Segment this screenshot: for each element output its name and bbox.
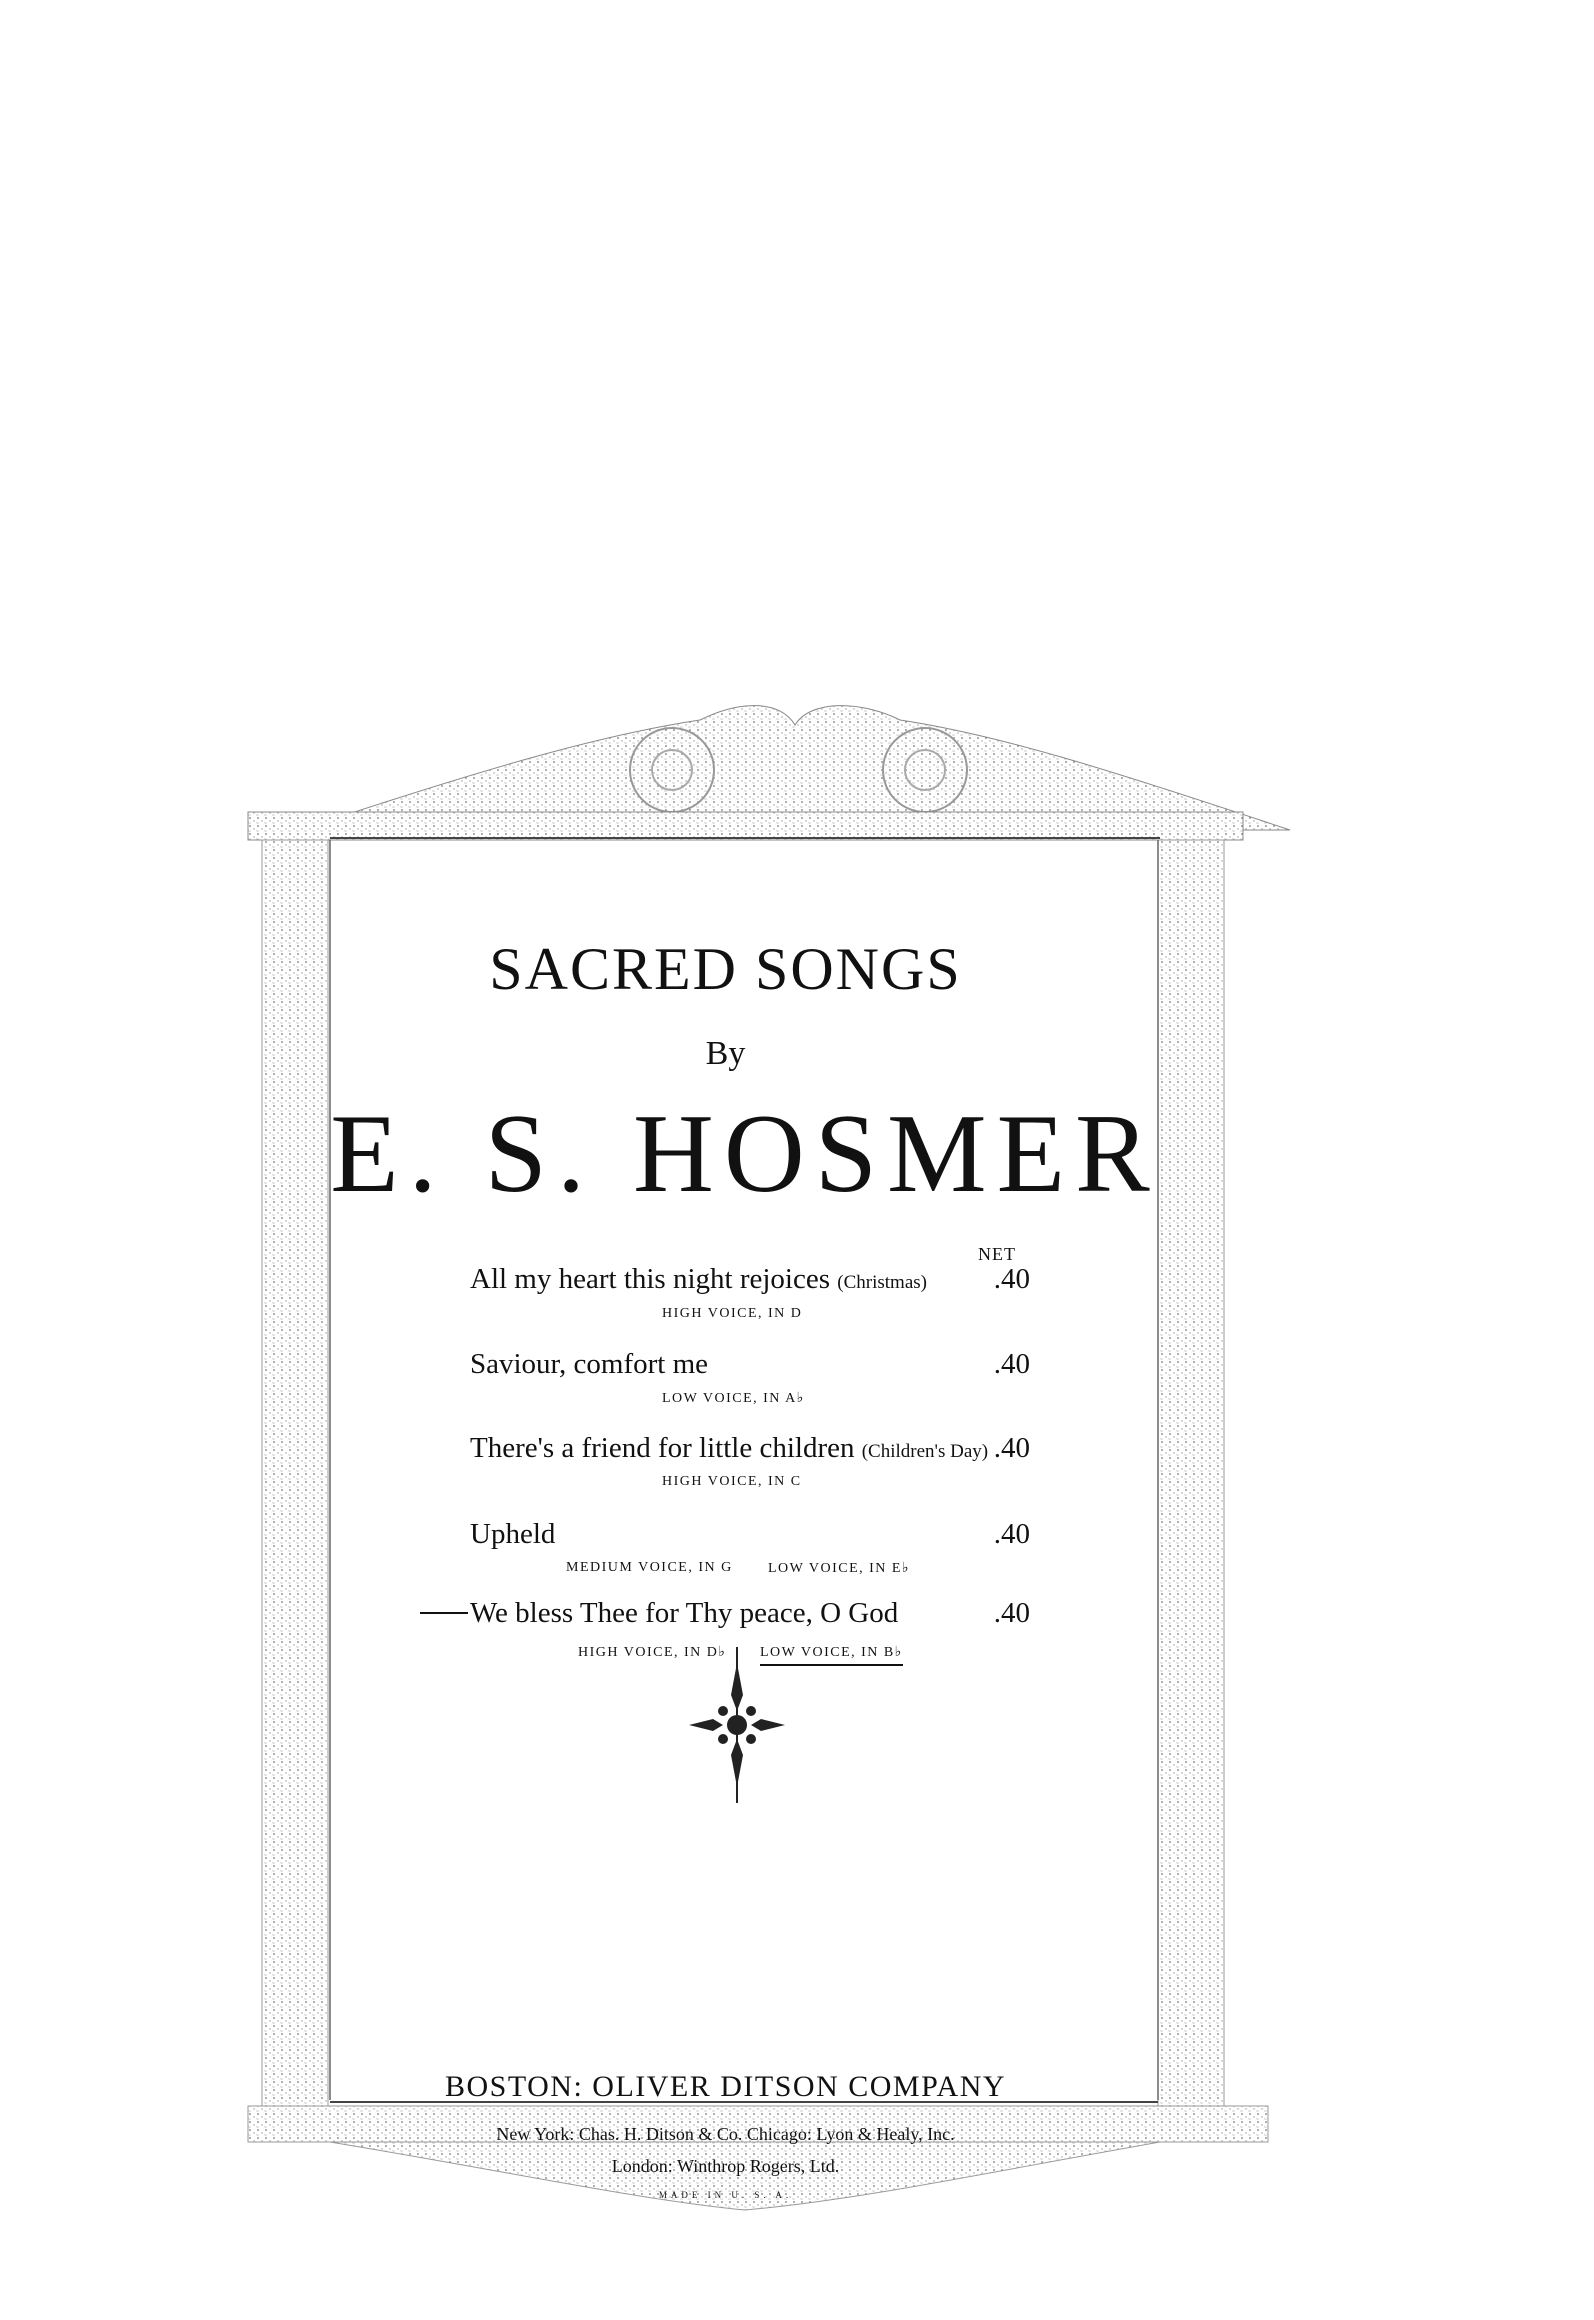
composer-name: E. S. HOSMER bbox=[330, 1092, 1160, 1216]
song-title: There's a friend for little children (Children's Day) bbox=[470, 1432, 989, 1464]
floral-ornament-icon bbox=[689, 1647, 785, 1803]
by-label: By bbox=[705, 1035, 746, 1072]
song-price: .40 bbox=[993, 1597, 1030, 1629]
song-title: All my heart this night rejoices (Christmas) bbox=[470, 1263, 927, 1295]
voice-label: HIGH VOICE, IN D♭ bbox=[578, 1645, 727, 1660]
made-in-label: MADE IN U. S. A. bbox=[658, 2190, 793, 2200]
song-price: .40 bbox=[993, 1348, 1030, 1380]
song-price: .40 bbox=[993, 1432, 1030, 1464]
song-price: .40 bbox=[993, 1263, 1030, 1295]
voice-label: MEDIUM VOICE, IN G bbox=[566, 1560, 733, 1575]
london-office: London: Winthrop Rogers, Ltd. bbox=[611, 2156, 840, 2176]
voice-label: HIGH VOICE, IN C bbox=[662, 1474, 802, 1489]
publisher: BOSTON: OLIVER DITSON COMPANY bbox=[444, 2070, 1007, 2103]
net-label: NET bbox=[978, 1244, 1016, 1264]
voice-label: HIGH VOICE, IN D bbox=[662, 1306, 803, 1321]
voice-label: LOW VOICE, IN E♭ bbox=[768, 1561, 911, 1576]
song-title: Saviour, comfort me bbox=[470, 1348, 709, 1380]
page-title: SACRED SONGS bbox=[489, 936, 962, 1002]
voice-label-underlined: LOW VOICE, IN B♭ bbox=[760, 1644, 903, 1666]
song-title: We bless Thee for Thy peace, O God bbox=[470, 1597, 899, 1629]
branch-offices: New York: Chas. H. Ditson & Co. Chicago: Lyon & Healy, Inc. bbox=[496, 2124, 955, 2144]
song-price: .40 bbox=[993, 1518, 1030, 1550]
song-title: Upheld bbox=[470, 1518, 556, 1550]
voice-label: LOW VOICE, IN A♭ bbox=[662, 1391, 805, 1406]
marking-dash bbox=[420, 1612, 468, 1614]
